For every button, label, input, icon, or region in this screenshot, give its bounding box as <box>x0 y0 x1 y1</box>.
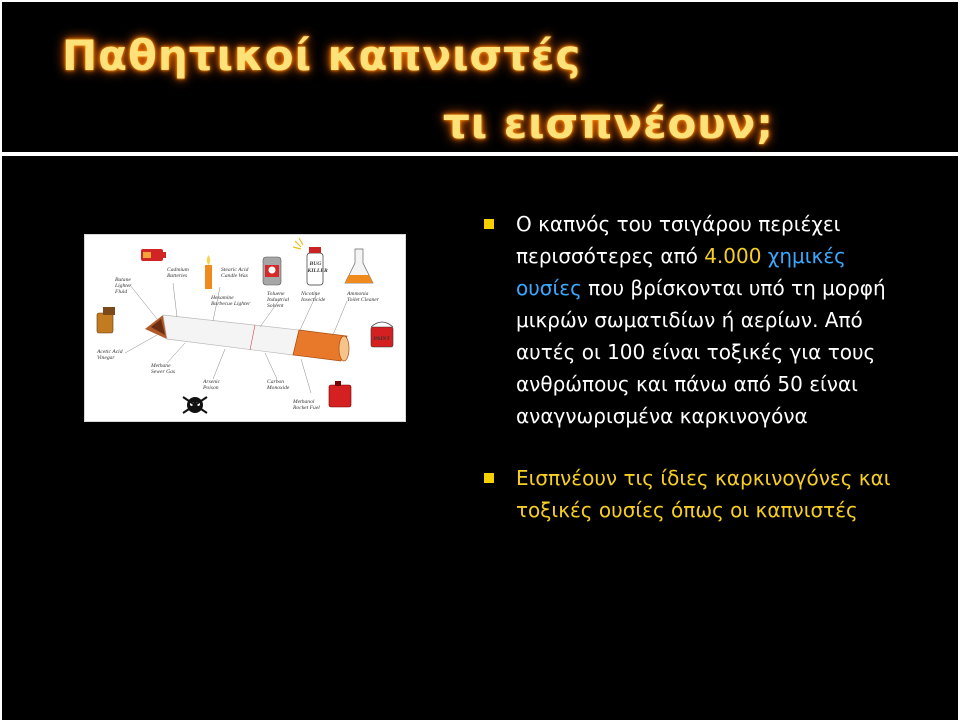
label-ammonia-use: Toilet Cleaner <box>347 297 379 303</box>
poison-can-icon <box>263 257 281 285</box>
label-ammonia: Ammonia <box>347 291 369 297</box>
label-acetic-use: Vinegar <box>97 355 115 361</box>
bullet1-highlight-number: 4.000 <box>704 244 762 268</box>
label-methane-use: Sewer Gas <box>151 369 176 375</box>
label-hexamine-use: Barbecue Lighter <box>211 301 251 307</box>
bug-can-label2: KILLER <box>307 268 328 274</box>
label-nicotine: Nicotine <box>301 291 320 297</box>
fuel-can-icon <box>329 381 351 407</box>
label-butane-use: Lighter <box>115 283 132 289</box>
label-cadmium: Cadmium <box>167 267 189 273</box>
title-band <box>2 2 958 152</box>
battery-icon <box>141 249 166 261</box>
label-toluene: Toluene <box>267 291 285 297</box>
label-carbon: Carbon <box>267 379 285 385</box>
paint-label: PAINT <box>373 336 390 342</box>
label-butane: Butane <box>115 277 131 283</box>
label-toluene-use: Industrial <box>267 297 290 303</box>
label-carbon-use: Monoxide <box>267 385 290 391</box>
label-toluene-use2: Solvent <box>267 303 284 309</box>
bullet-item-1 <box>484 208 904 432</box>
label-arsenic: Arsenic <box>203 379 221 385</box>
skull-icon <box>183 397 207 413</box>
diagram-svg <box>85 235 405 421</box>
label-acetic: Acetic Acid <box>97 349 123 355</box>
bullet1-text-start: Ο καπνός του τσιγάρου περιέχει περισσότερες από <box>516 212 841 268</box>
label-methanol-use: Rocket Fuel <box>293 405 320 411</box>
bullet1-highlight-text: χημικές ουσίες <box>516 244 846 300</box>
label-stearic-use: Candle Wax <box>221 273 248 279</box>
bullet-square-icon <box>484 219 494 229</box>
label-methane: Methane <box>151 363 171 369</box>
label-arsenic-use: Poison <box>203 385 219 391</box>
bullet2-text: Εισπνέουν τις ίδιες καρκινογόνες και τοξικές ουσίες όπως οι καπνιστές <box>516 466 891 522</box>
bug-can-label: BUG <box>309 261 322 267</box>
paint-can-icon <box>371 322 393 347</box>
label-nicotine-use: Insecticide <box>301 297 326 303</box>
label-stearic: Stearic Acid <box>221 267 249 273</box>
label-hexamine: Hexamine <box>211 295 234 301</box>
label-cadmium-use: Batteries <box>167 273 188 279</box>
label-methanol: Methanol <box>293 399 315 405</box>
bullet-item-2 <box>484 462 904 526</box>
bullet-square-icon <box>484 473 494 483</box>
flask-icon <box>345 249 373 283</box>
lighter-icon <box>97 307 115 333</box>
label-butane-use2: Fluid <box>115 289 128 295</box>
cigarette-icon <box>145 315 349 361</box>
bullet1-text-end: που βρίσκονται υπό τη μορφή μικρών σωματιδίων ή αερίων. Από αυτές οι 100 είναι τοξικές για τους ανθρώπους και πάνω από 50 είναι αναγνωρισμένα καρκινογόνα <box>516 276 886 428</box>
cigarette-chemicals-diagram <box>84 234 406 422</box>
bullet-list <box>484 208 904 526</box>
bug-spray-icon <box>293 238 328 285</box>
slide-title-line1: Παθητικοί καπνιστές <box>62 31 582 80</box>
candle-icon <box>205 255 212 289</box>
slide-title-line2: τι εισπνέουν; <box>443 99 775 148</box>
